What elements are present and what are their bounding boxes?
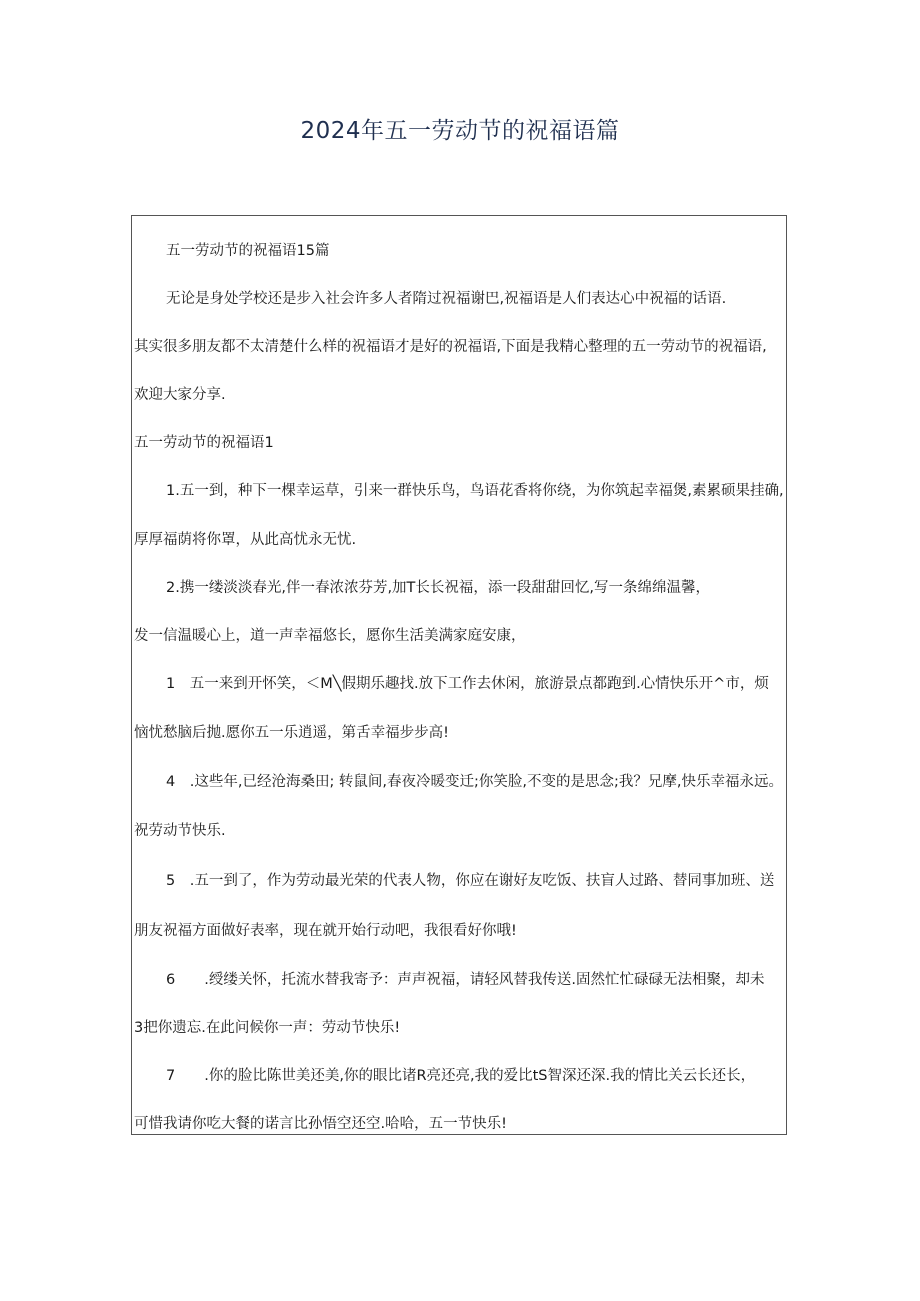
- paragraph-line: 4 .这些年,已经沧海桑田; 转鼠间,春夜冷暖变迁;你笑脸,不变的是思念;我？兄摩,快乐幸福永远。: [166, 774, 784, 790]
- paragraph-line: 3把你遗忘.在此问候你一声：劳动节快乐!: [134, 1020, 401, 1036]
- paragraph-line: 厚厚福荫将你罩，从此高忧永无忧.: [134, 532, 357, 548]
- section-heading: 五一劳动节的祝福语1: [134, 435, 274, 451]
- paragraph-line: 1.五一到，种下一棵幸运草，引来一群快乐鸟，鸟语花香将你绕，为你筑起幸福煲,素累硕果挂确,: [166, 483, 784, 499]
- paragraph-line: 可惜我请你吃大餐的诺言比孙悟空还空.哈哈，五一节快乐!: [134, 1116, 507, 1132]
- paragraph-line: 1 五一来到开怀笑，＜M╲假期乐趣找.放下工作去休闲，旅游景点都跑到.心情快乐开^市，烦: [166, 676, 769, 692]
- paragraph-line: 朋友祝福方面做好表率，现在就开始行动吧，我很看好你哦!: [134, 923, 517, 939]
- paragraph-line: 其实很多朋友都不太清楚什么样的祝福语才是好的祝福语,下面是我精心整理的五一劳动节的祝福语,: [134, 339, 767, 355]
- paragraph-line: 2.携一缕淡淡春光,伴一春浓浓芬芳,加T长长祝福，添一段甜甜回忆,写一条绵绵温馨，: [166, 580, 711, 596]
- subtitle-line: 五一劳动节的祝福语15篇: [166, 243, 330, 259]
- paragraph-line: 发一信温暖心上，道一声幸福悠长，愿你生活美满家庭安康，: [134, 628, 526, 644]
- paragraph-line: 5 .五一到了，作为劳动最光荣的代表人物，你应在谢好友吃饭、扶盲人过路、替同事加班、送: [166, 873, 775, 889]
- document-title: 2024年五一劳动节的祝福语篇: [300, 118, 620, 144]
- paragraph-line: 7 .你的脸比陈世美还美,你的眼比诸R亮还亮,我的爱比tS智深还深.我的情比关云长还长，: [166, 1068, 756, 1084]
- paragraph-line: 无论是身处学校还是步入社会许多人者隋过祝福谢巴,祝福语是人们表达心中祝福的话语.: [166, 291, 727, 307]
- paragraph-line: 6 .绶缕关怀，托流水替我寄予：声声祝福，请轻风替我传送.固然忙忙碌碌无法相聚，却未: [166, 972, 765, 988]
- paragraph-line: 祝劳动节快乐.: [134, 823, 226, 839]
- paragraph-line: 欢迎大家分享.: [134, 387, 226, 403]
- paragraph-line: 恼忧愁脑后抛.愿你五一乐逍遥，第舌幸福步步高!: [134, 725, 449, 741]
